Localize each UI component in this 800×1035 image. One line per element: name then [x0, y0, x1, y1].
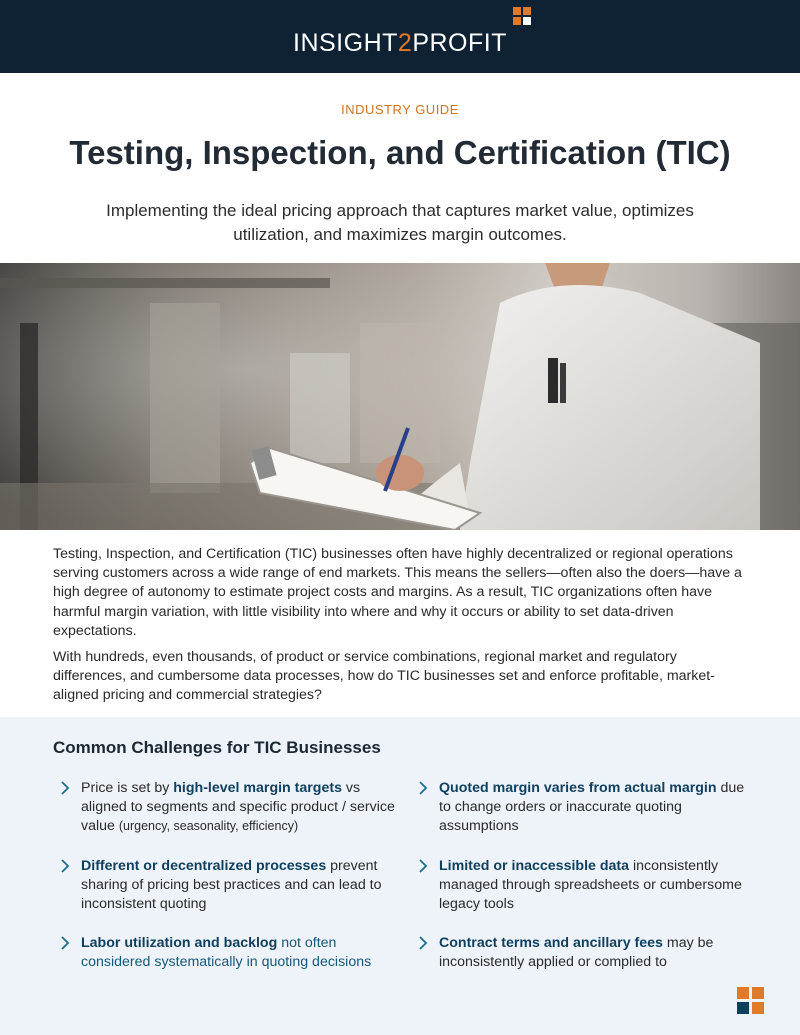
- challenge-text: Price is set by: [81, 780, 174, 796]
- hero-photo-illustration: [0, 263, 800, 530]
- challenge-highlight: high-level margin targets: [173, 780, 342, 796]
- challenge-item: [81, 934, 401, 972]
- four-square-mark-icon: [737, 987, 764, 1014]
- challenge-highlight: Quoted margin varies from actual margin: [439, 780, 717, 796]
- chevron-right-icon: [58, 857, 72, 875]
- challenge-text: may be inconsistently applied or complied to: [439, 935, 714, 970]
- eyebrow-label: INDUSTRY GUIDE: [341, 102, 459, 117]
- challenge-highlight: Limited or inaccessible data: [439, 858, 630, 874]
- hero-photo-lab-technician: [0, 263, 800, 530]
- chevron-right-icon: [416, 934, 430, 952]
- chevron-right-icon: [58, 934, 72, 952]
- intro-paragraph: Testing, Inspection, and Certification (TIC) businesses often have highly decentralized or regional operations serving customers across a wide range of end markets. This means the sellers—often also the doers—have a high degree of autonomy to estimate project costs and margins. As a result, TIC organizations often have harmful margin variation, with little visibility into where and why it occurs or ability to set data-driven expectations.: [53, 546, 742, 639]
- challenge-item: [439, 857, 759, 914]
- chevron-right-icon: [416, 857, 430, 875]
- four-square-mark-icon: [513, 7, 531, 25]
- logo-text-prefix: INSIGHT: [293, 29, 398, 57]
- challenge-item: [439, 779, 759, 836]
- challenges-heading: Common Challenges for TIC Businesses: [53, 738, 381, 757]
- question-paragraph: With hundreds, even thousands, of product or service combinations, regional market and regulatory differences, and cumbersome data processes, how do TIC businesses set and enforce profitable, market-aligned pricing and commercial strategies?: [53, 649, 715, 704]
- logo-text-digit: 2: [397, 29, 413, 57]
- challenge-item: [81, 857, 401, 914]
- header-bar: [0, 0, 800, 73]
- challenge-text: due to change orders or inaccurate quoting assumptions: [439, 780, 745, 834]
- challenge-note: (urgency, seasonality, efficiency): [118, 819, 299, 833]
- challenge-text: prevent sharing of pricing best practices and can lead to inconsistent quoting: [81, 858, 382, 912]
- brand-logo: [293, 29, 507, 58]
- challenge-text: not often considered systematically in quoting decisions: [81, 935, 372, 970]
- challenge-text: inconsistently managed through spreadsheets or cumbersome legacy tools: [439, 858, 742, 912]
- challenge-text: vs aligned to segments and specific product / service value: [81, 780, 395, 834]
- page-title: Testing, Inspection, and Certification (TIC): [69, 134, 731, 171]
- chevron-right-icon: [416, 779, 430, 797]
- challenge-highlight: Labor utilization and backlog: [81, 935, 278, 951]
- logo-text-suffix: PROFIT: [412, 29, 507, 57]
- challenge-highlight: Different or decentralized processes: [81, 858, 327, 874]
- challenge-item: [81, 779, 401, 836]
- chevron-right-icon: [58, 779, 72, 797]
- challenge-highlight: Contract terms and ancillary fees: [439, 935, 663, 951]
- page-subtitle: Implementing the ideal pricing approach that captures market value, optimizes utilization, and maximizes margin outcomes.: [106, 201, 694, 244]
- challenge-item: [439, 934, 759, 972]
